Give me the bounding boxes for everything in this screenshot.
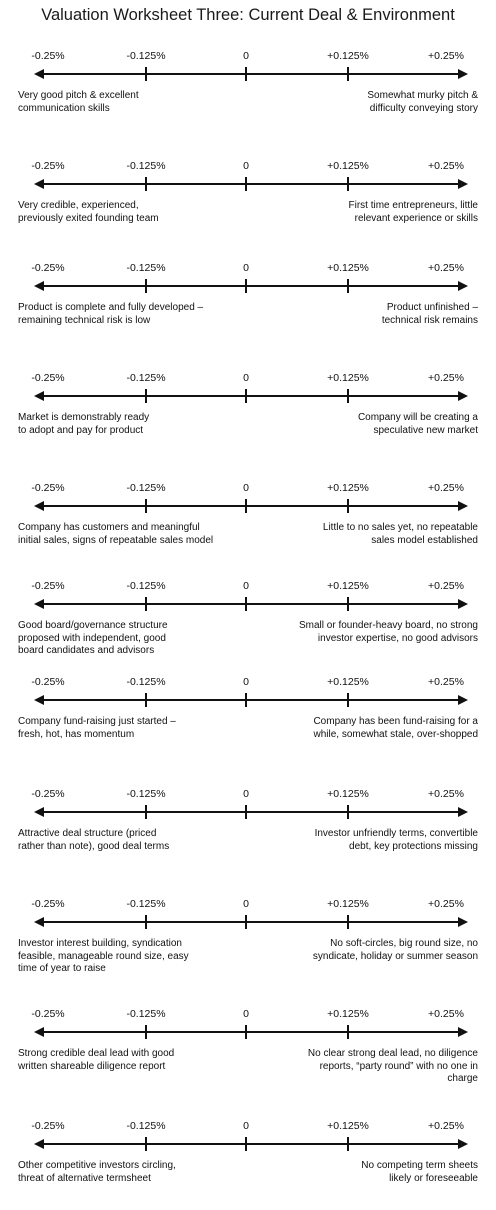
tick-label: +0.25% <box>428 262 464 274</box>
tick-label: -0.25% <box>31 1120 65 1132</box>
high-risk-description: Company has been fund-raising for a while, somewhat stale, over-shopped <box>313 716 478 740</box>
tick-label: +0.125% <box>327 50 369 62</box>
tick-label: +0.25% <box>428 160 464 172</box>
page-title: Valuation Worksheet Three: Current Deal & Environment <box>41 6 455 24</box>
tick-label: +0.125% <box>327 1008 369 1020</box>
tick-label: 0 <box>243 372 249 384</box>
left-arrowhead <box>34 1139 44 1149</box>
scale-axis <box>0 270 496 298</box>
low-risk-description: Investor interest building, syndication feasible, manageable round size, easy time of year to raise <box>18 938 189 974</box>
tick-label: +0.125% <box>327 788 369 800</box>
low-risk-description: Company has customers and meaningful initial sales, signs of repeatable sales model <box>18 522 214 546</box>
tick-label: +0.125% <box>327 262 369 274</box>
tick-label: 0 <box>243 50 249 62</box>
tick-label: -0.125% <box>126 676 166 688</box>
left-arrowhead <box>34 391 44 401</box>
tick-label: -0.25% <box>31 160 65 172</box>
scale-row <box>0 788 496 878</box>
high-risk-description: Product unfinished – technical risk remains <box>381 302 478 326</box>
tick-label: 0 <box>243 1008 249 1020</box>
left-arrowhead <box>34 917 44 927</box>
scale-row <box>0 580 496 670</box>
tick-label: -0.25% <box>31 482 65 494</box>
left-arrowhead <box>34 695 44 705</box>
scale-row <box>0 1120 496 1210</box>
left-arrowhead <box>34 1027 44 1037</box>
scale-row <box>0 482 496 572</box>
scale-axis <box>0 1128 496 1156</box>
tick-label: +0.25% <box>428 898 464 910</box>
tick-label: -0.25% <box>31 50 65 62</box>
scale-row <box>0 50 496 140</box>
tick-label: 0 <box>243 788 249 800</box>
low-risk-description: Company fund-raising just started – fresh, hot, has momentum <box>18 716 176 740</box>
high-risk-description: Little to no sales yet, no repeatable sales model established <box>322 522 478 546</box>
left-arrowhead <box>34 599 44 609</box>
tick-label: 0 <box>243 676 249 688</box>
low-risk-description: Product is complete and fully developed – remaining technical risk is low <box>18 302 204 326</box>
tick-label: +0.25% <box>428 1008 464 1020</box>
right-arrowhead <box>458 69 468 79</box>
tick-label: +0.25% <box>428 580 464 592</box>
low-risk-description: Very credible, experienced, previously exited founding team <box>18 200 159 224</box>
low-risk-description: Very good pitch & excellent communication skills <box>18 90 139 114</box>
scale-axis <box>0 168 496 196</box>
tick-label: -0.125% <box>126 788 166 800</box>
tick-label: 0 <box>243 898 249 910</box>
tick-label: -0.25% <box>31 262 65 274</box>
high-risk-description: No soft-circles, big round size, no syndicate, holiday or summer season <box>312 938 478 962</box>
tick-label: +0.125% <box>327 1120 369 1132</box>
tick-label: -0.125% <box>126 482 166 494</box>
tick-label: -0.125% <box>126 580 166 592</box>
scale-axis <box>0 1016 496 1044</box>
scale-axis <box>0 58 496 86</box>
tick-label: -0.25% <box>31 898 65 910</box>
scale-row <box>0 676 496 766</box>
scale-row <box>0 1008 496 1098</box>
tick-label: +0.25% <box>428 50 464 62</box>
tick-label: 0 <box>243 262 249 274</box>
tick-label: 0 <box>243 1120 249 1132</box>
tick-label: +0.125% <box>327 482 369 494</box>
tick-label: -0.25% <box>31 372 65 384</box>
tick-label: 0 <box>243 160 249 172</box>
low-risk-description: Other competitive investors circling, threat of alternative termsheet <box>18 1160 176 1184</box>
low-risk-description: Attractive deal structure (priced rather than note), good deal terms <box>18 828 170 852</box>
low-risk-description: Good board/governance structure proposed with independent, good board candidates and advisors <box>18 620 168 656</box>
tick-label: +0.125% <box>327 372 369 384</box>
left-arrowhead <box>34 281 44 291</box>
right-arrowhead <box>458 1139 468 1149</box>
low-risk-description: Market is demonstrably ready to adopt and pay for product <box>18 412 150 436</box>
tick-label: -0.125% <box>126 898 166 910</box>
right-arrowhead <box>458 599 468 609</box>
scale-axis <box>0 380 496 408</box>
tick-label: -0.125% <box>126 1120 166 1132</box>
right-arrowhead <box>458 1027 468 1037</box>
tick-label: +0.25% <box>428 482 464 494</box>
tick-label: -0.25% <box>31 1008 65 1020</box>
tick-label: +0.125% <box>327 580 369 592</box>
tick-label: -0.25% <box>31 676 65 688</box>
scale-axis <box>0 490 496 518</box>
high-risk-description: No clear strong deal lead, no diligence reports, “party round” with no one in charge <box>307 1048 478 1084</box>
left-arrowhead <box>34 807 44 817</box>
scale-row <box>0 372 496 462</box>
right-arrowhead <box>458 281 468 291</box>
tick-label: +0.125% <box>327 676 369 688</box>
high-risk-description: No competing term sheets likely or foreseeable <box>361 1160 478 1184</box>
tick-label: +0.25% <box>428 372 464 384</box>
tick-label: -0.125% <box>126 50 166 62</box>
scale-row <box>0 262 496 352</box>
high-risk-description: First time entrepreneurs, little relevant experience or skills <box>348 200 478 224</box>
tick-label: -0.125% <box>126 372 166 384</box>
tick-label: -0.125% <box>126 262 166 274</box>
right-arrowhead <box>458 695 468 705</box>
scale-axis <box>0 906 496 934</box>
tick-label: +0.25% <box>428 676 464 688</box>
right-arrowhead <box>458 807 468 817</box>
tick-label: +0.25% <box>428 1120 464 1132</box>
right-arrowhead <box>458 917 468 927</box>
tick-label: -0.125% <box>126 1008 166 1020</box>
tick-label: 0 <box>243 580 249 592</box>
tick-label: +0.25% <box>428 788 464 800</box>
scale-axis <box>0 588 496 616</box>
low-risk-description: Strong credible deal lead with good written shareable diligence report <box>18 1048 175 1072</box>
tick-label: +0.125% <box>327 160 369 172</box>
left-arrowhead <box>34 69 44 79</box>
tick-label: -0.125% <box>126 160 166 172</box>
scale-row <box>0 160 496 250</box>
tick-label: +0.125% <box>327 898 369 910</box>
high-risk-description: Small or founder-heavy board, no strong investor expertise, no good advisors <box>299 620 478 644</box>
right-arrowhead <box>458 501 468 511</box>
scale-axis <box>0 684 496 712</box>
scale-axis <box>0 796 496 824</box>
tick-label: -0.25% <box>31 788 65 800</box>
tick-label: 0 <box>243 482 249 494</box>
left-arrowhead <box>34 179 44 189</box>
right-arrowhead <box>458 391 468 401</box>
high-risk-description: Company will be creating a speculative new market <box>357 412 478 436</box>
high-risk-description: Somewhat murky pitch & difficulty conveying story <box>367 90 478 114</box>
scale-row <box>0 898 496 988</box>
tick-label: -0.25% <box>31 580 65 592</box>
high-risk-description: Investor unfriendly terms, convertible debt, key protections missing <box>314 828 478 852</box>
left-arrowhead <box>34 501 44 511</box>
right-arrowhead <box>458 179 468 189</box>
